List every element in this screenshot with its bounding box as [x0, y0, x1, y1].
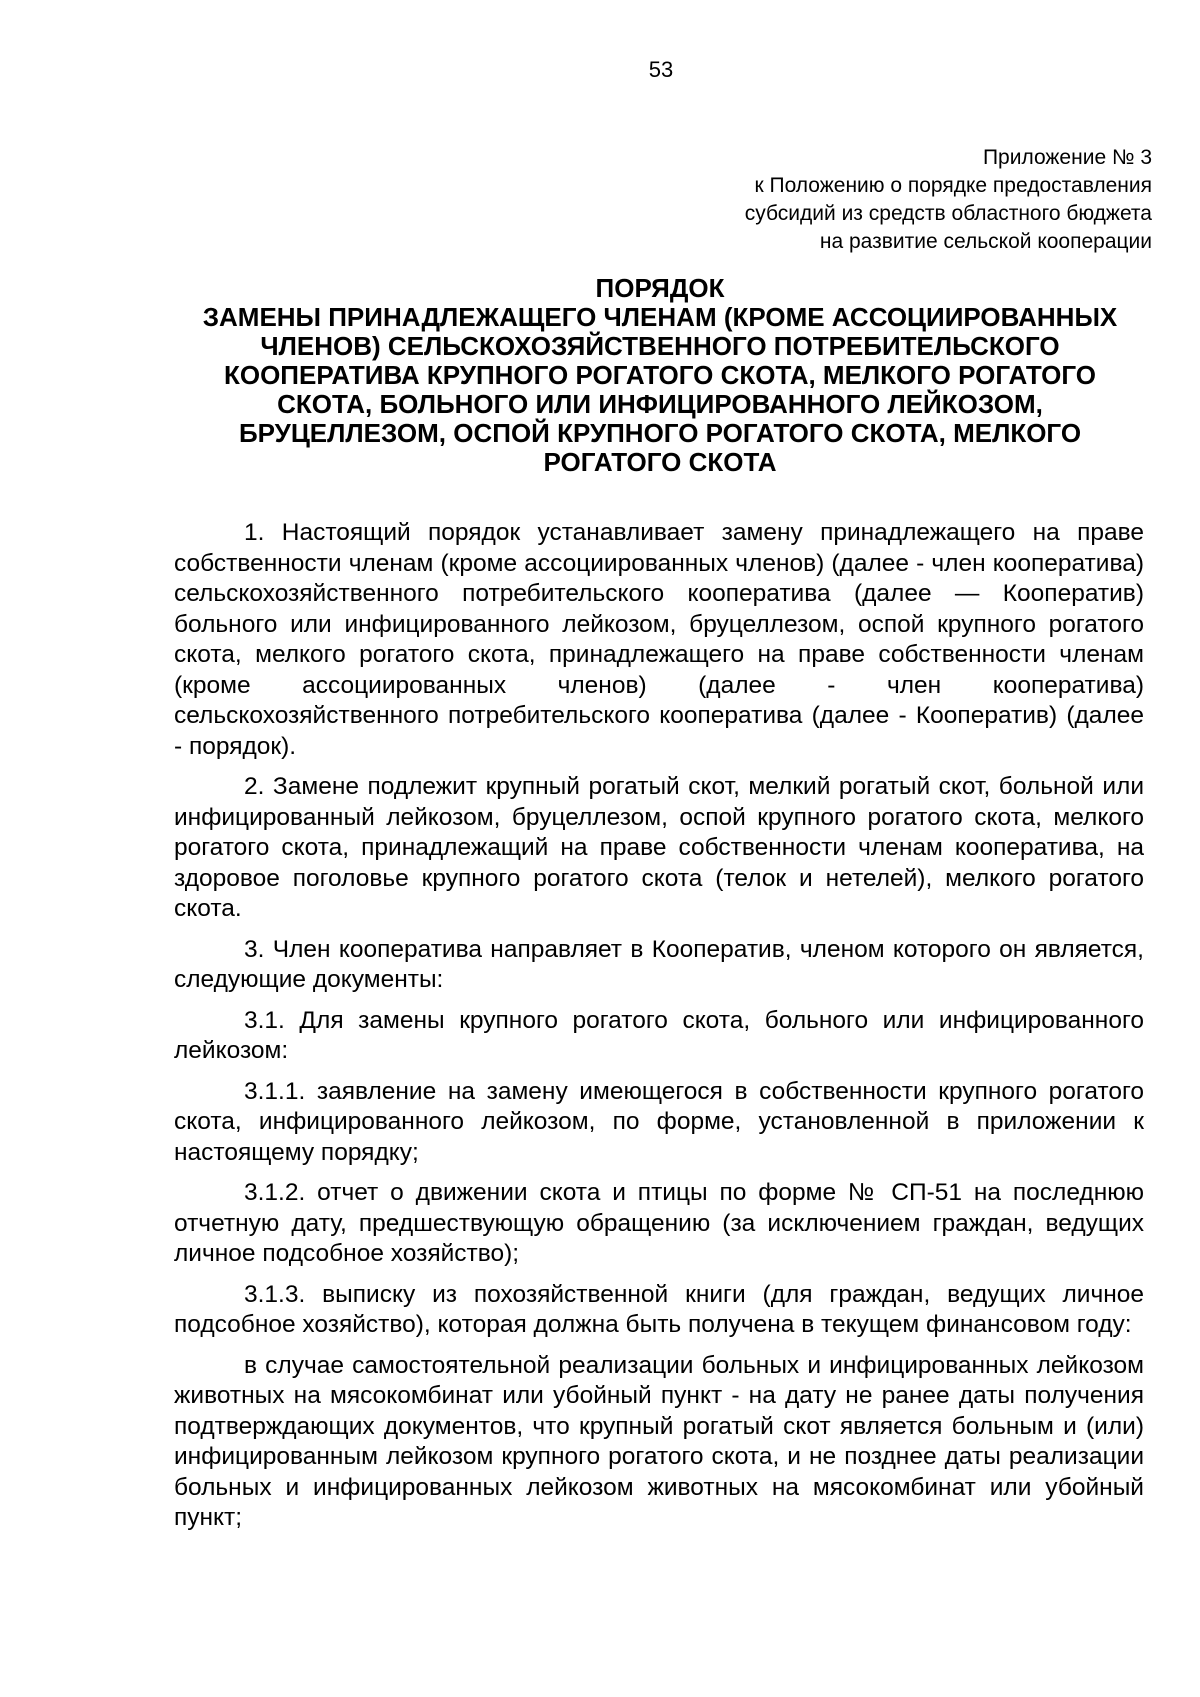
paragraph-1: 1. Настоящий порядок устанавливает замену принадлежащего на праве собственности членам (кроме ассоциированных членов) (далее - член кооператива) сельскохозяйственного потребительского кооператива (далее — Кооператив) больного или инфицированного лейкозом, бруцеллезом, оспой крупного рогатого скота, мелкого рогатого скота, принадлежащего на праве собственности членам (кроме ассоциированных членов) (далее - член кооператива) сельскохозяйственного потребительского кооператива (далее - Кооператив) (далее - порядок). [174, 519, 1144, 760]
title-line: БРУЦЕЛЛЕЗОМ, ОСПОЙ КРУПНОГО РОГАТОГО СКОТА, МЕЛКОГО [238, 418, 1082, 448]
page-number: 53 [648, 57, 674, 82]
appendix-line: субсидий из средств областного бюджета [744, 202, 1152, 225]
paragraph-3: 3. Член кооператива направляет в Кооператив, членом которого он является, следующие документы: [174, 935, 1144, 993]
paragraph-2: 2. Замене подлежит крупный рогатый скот, мелкий рогатый скот, больной или инфицированный лейкозом, бруцеллезом, оспой крупного рогатого скота, мелкого рогатого скота, принадлежащий на праве собственности членам кооператива, на здоровое поголовье крупного рогатого скота (телок и нетелей), мелкого рогатого скота. [174, 773, 1144, 922]
appendix-line: Приложение № 3 [982, 146, 1152, 169]
title-line: ЧЛЕНОВ) СЕЛЬСКОХОЗЯЙСТВЕННОГО ПОТРЕБИТЕЛЬСКОГО [260, 331, 1060, 361]
title-line: ПОРЯДОК [595, 273, 725, 303]
title-line: РОГАТОГО СКОТА [543, 447, 777, 477]
document-title [160, 274, 1160, 477]
appendix-note [512, 144, 1152, 256]
appendix-line: к Положению о порядке предоставления [754, 174, 1152, 197]
document-body [174, 518, 1144, 1544]
title-line: СКОТА, БОЛЬНОГО ИЛИ ИНФИЦИРОВАННОГО ЛЕЙКОЗОМ, [277, 389, 1043, 419]
appendix-line: на развитие сельской кооперации [819, 230, 1152, 253]
paragraph-3-1-3-case: в случае самостоятельной реализации больных и инфицированных лейкозом животных на мясокомбинат или убойный пункт - на дату не ранее даты получения подтверждающих документов, что крупный рогатый скот является больным и (или) инфицированным лейкозом крупного рогатого скота, и не позднее даты реализации больных и инфицированных лейкозом животных на мясокомбинат или убойный пункт; [174, 1351, 1144, 1531]
paragraph-3-1: 3.1. Для замены крупного рогатого скота, больного или инфицированного лейкозом: [174, 1006, 1144, 1064]
paragraph-3-1-3: 3.1.3. выписку из похозяйственной книги (для граждан, ведущих личное подсобное хозяйство), которая должна быть получена в текущем финансовом году: [174, 1280, 1144, 1338]
paragraph-3-1-2: 3.1.2. отчет о движении скота и птицы по форме № СП-51 на последнюю отчетную дату, предшествующую обращению (за исключением граждан, ведущих личное подсобное хозяйство); [174, 1179, 1144, 1267]
title-line: ЗАМЕНЫ ПРИНАДЛЕЖАЩЕГО ЧЛЕНАМ (КРОМЕ АССОЦИИРОВАННЫХ [202, 302, 1118, 332]
title-line: КООПЕРАТИВА КРУПНОГО РОГАТОГО СКОТА, МЕЛКОГО РОГАТОГО [223, 360, 1096, 390]
paragraph-3-1-1: 3.1.1. заявление на замену имеющегося в собственности крупного рогатого скота, инфицированного лейкозом, по форме, установленной в приложении к настоящему порядку; [174, 1077, 1144, 1166]
